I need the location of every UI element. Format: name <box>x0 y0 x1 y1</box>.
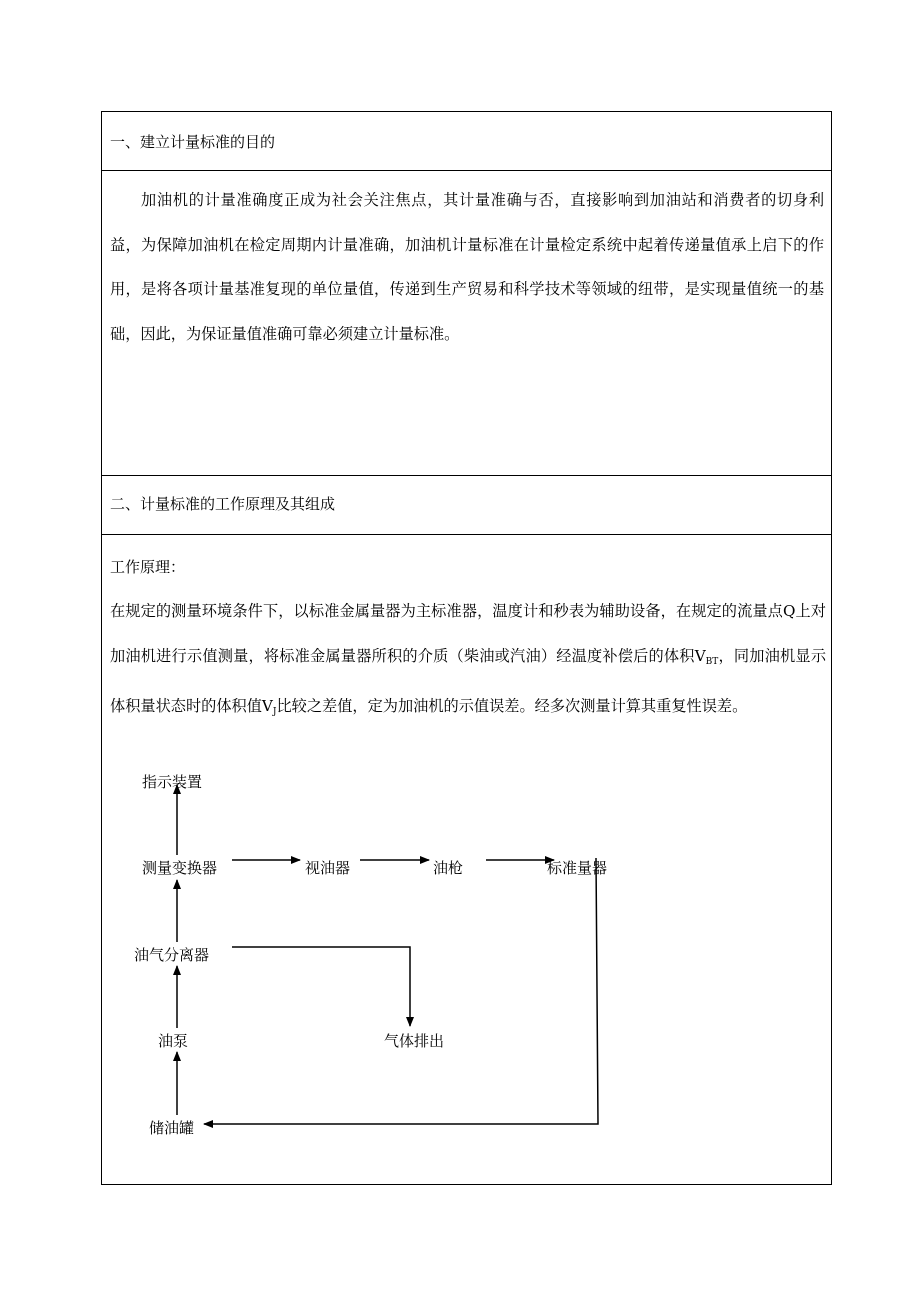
node-separator: 油气分离器 <box>134 946 210 964</box>
subscript-j: J <box>272 707 277 717</box>
node-transducer: 测量变换器 <box>142 859 218 877</box>
node-gas-exhaust: 气体排出 <box>384 1032 445 1050</box>
arrow-separator-to-exhaust <box>232 947 410 1026</box>
section1-body: 加油机的计量准确度正成为社会关注焦点，其计量准确与否，直接影响到加油站和消费者的切身利益，为保障加油机在检定周期内计量准确，加油机计量标准在计量检定系统中起着传递量值承上启下的作用，是将各项计量基准复现的单位量值，传递到生产贸易和科学技术等领域的纽带，是实现量值统一的基础，因此，为保证量值准确可靠必须建立计量标准。 <box>110 191 824 343</box>
node-nozzle: 油枪 <box>433 859 464 877</box>
node-standard-measure: 标准量器 <box>547 859 608 877</box>
node-indicator: 指示装置 <box>142 773 203 791</box>
body-text: ，同加油机显示体积量状态时的体积值V <box>110 646 827 715</box>
body-text: 比较之差值，定为加油机的示值误差。经多次测量计算其重复性误差。 <box>276 697 748 715</box>
subscript-bt: BT <box>705 656 719 667</box>
section2-title: 二、计量标准的工作原理及其组成 <box>110 495 336 513</box>
node-tank: 储油罐 <box>149 1119 195 1137</box>
principle-label: 工作原理： <box>110 558 186 576</box>
node-sight-glass: 视油器 <box>305 859 351 877</box>
section1-title: 一、建立计量标准的目的 <box>110 133 276 151</box>
body-text: 在规定的测量环境条件下，以标准金属量器为主标准器，温度计和秒表为辅助设备，在规定的流量点Q上对加油机进行示值测量，将标准金属量器所积的介质（柴油或汽油）经温度补偿后的体积V <box>110 602 826 665</box>
node-pump: 油泵 <box>158 1032 189 1050</box>
arrow-standard-to-tank <box>204 858 598 1124</box>
